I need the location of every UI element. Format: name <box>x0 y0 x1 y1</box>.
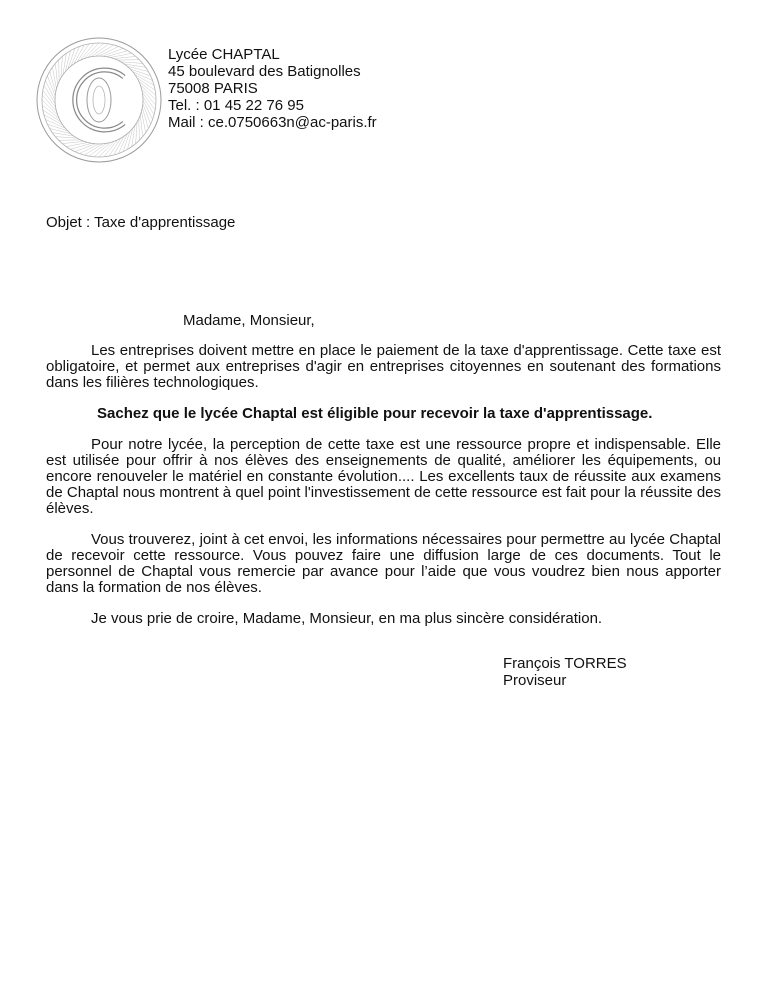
signature-block <box>503 655 627 689</box>
street-address: 45 boulevard des Batignolles <box>168 63 361 80</box>
sender-address <box>168 46 377 131</box>
school-name: Lycée CHAPTAL <box>168 46 280 63</box>
letter-body <box>46 343 721 642</box>
phone-number: Tel. : 01 45 22 76 95 <box>168 97 304 114</box>
signatory-title: Proviseur <box>503 672 567 689</box>
paragraph-resource: Pour notre lycée, la perception de cette taxe est une ressource propre et indispensable. Elle est utilisée pour offrir à nos élèves des enseignements de qualité, améliorer les équipements, ou encore renouveler le matériel en constante évolution.... Les excellents taux de réussite aux examens de Chaptal nous montrent à quel point l'investissement de cette ressource est fait pour la réussite des élèves. <box>46 436 721 517</box>
email-address: Mail : ce.0750663n@ac-paris.fr <box>168 114 377 131</box>
letter-subject: Objet : Taxe d'apprentissage <box>46 214 236 231</box>
paragraph-documents: Vous trouverez, joint à cet envoi, les informations nécessaires pour permettre au lycée Chaptal de recevoir cette ressource. Vous pouvez faire une diffusion large de ces documents. Tout le personnel de Chaptal vous remercie par avance pour l’aide que vous voudrez bien nous apporter dans la formation de nos élèves. <box>46 531 721 596</box>
paragraph-eligibility: Sachez que le lycée Chaptal est éligible pour recevoir la taxe d'apprentissage. <box>97 405 653 422</box>
signatory-name: François TORRES <box>503 655 627 672</box>
salutation: Madame, Monsieur, <box>183 312 315 329</box>
paragraph-closing: Je vous prie de croire, Madame, Monsieur, en ma plus sincère considération. <box>91 610 603 627</box>
school-seal-icon <box>34 35 164 165</box>
city-address: 75008 PARIS <box>168 80 258 97</box>
paragraph-intro: Les entreprises doivent mettre en place le paiement de la taxe d'apprentissage. Cette taxe est obligatoire, et permet aux entreprises d'agir en entreprises citoyennes en soutenant des formations dans les filières technologiques. <box>46 342 721 391</box>
